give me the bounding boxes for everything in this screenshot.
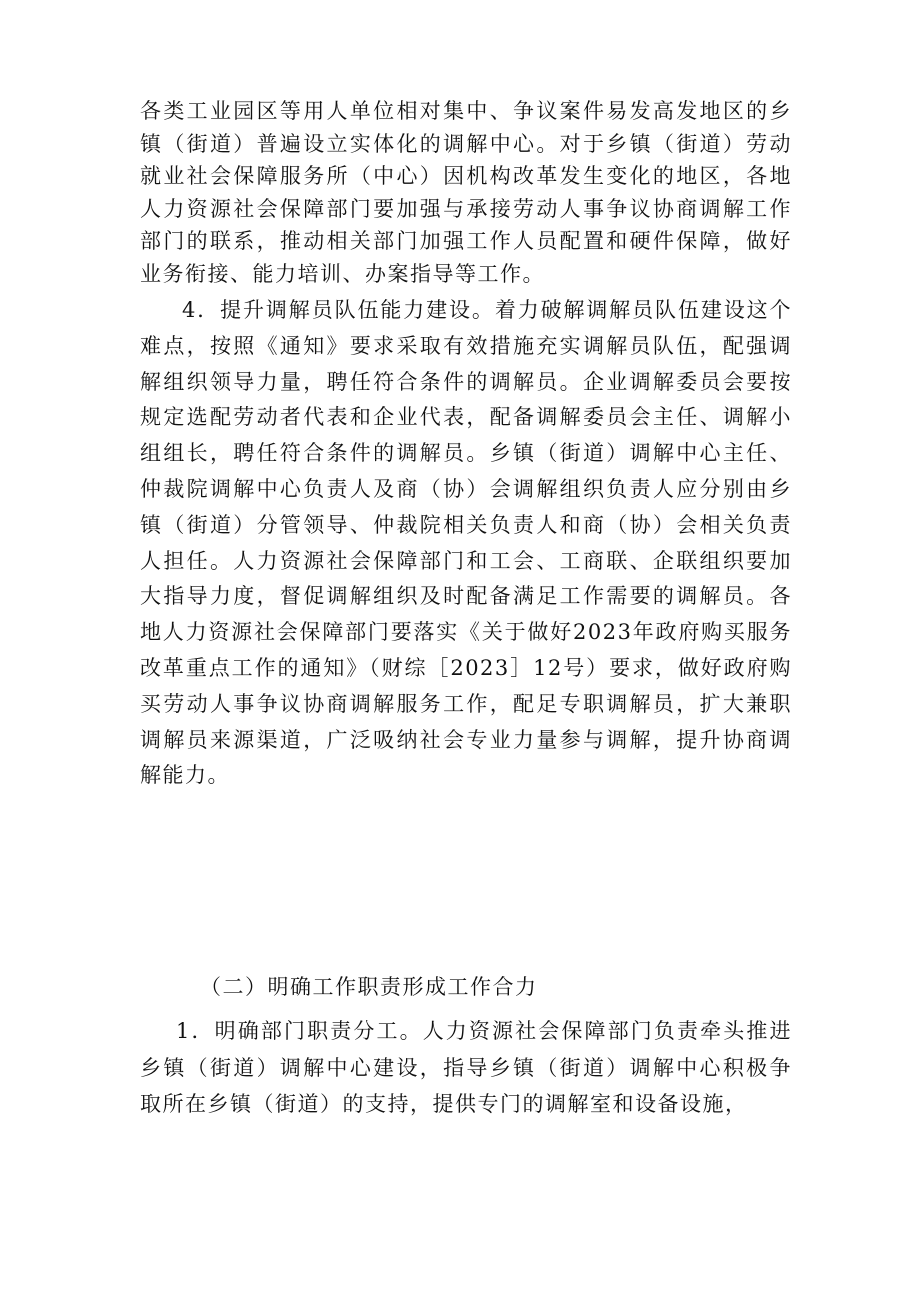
body-paragraph-continued: 各类工业园区等用人单位相对集中、争议案件易发高发地区的乡镇（街道）普遍设立实体化的调解中心。对于乡镇（街道）劳动就业社会保障服务所（中心）因机构改革发生变化的地区，各地人力资源社会保障部门要加强与承接劳动人事争议协商调解工作部门的联系，推动相关部门加强工作人员配置和硬件保障，做好业务衔接、能力培训、办案指导等工作。 bbox=[140, 99, 792, 286]
section-heading: （二）明确工作职责形成工作合力 bbox=[200, 975, 538, 999]
body-paragraph-mediator-capacity: 4．提升调解员队伍能力建设。着力破解调解员队伍建设这个难点，按照《通知》要求采取有效措施充实调解员队伍，配强调解组织领导力量，聘任符合条件的调解员。企业调解委员会要按规定选配劳动者代表和企业代表，配备调解委员会主任、调解小组组长，聘任符合条件的调解员。乡镇（街道）调解中心主任、仲裁院调解中心负责人及商（协）会调解组织负责人应分别由乡镇（街道）分管领导、仲裁院相关负责人和商（协）会相关负责人担任。人力资源社会保障部门和工会、工商联、企联组织要加大指导力度，督促调解组织及时配备满足工作需要的调解员。各地人力资源社会保障部门要落实《关于做好2023年政府购买服务改革重点工作的通知》（财综［2023］12号）要求，做好政府购买劳动人事争议协商调解服务工作，配足专职调解员，扩大兼职调解员来源渠道，广泛吸纳社会专业力量参与调解，提升协商调解能力。 bbox=[140, 298, 792, 788]
body-paragraph-responsibilities: 1．明确部门职责分工。人力资源社会保障部门负责牵头推进乡镇（街道）调解中心建设，指导乡镇（街道）调解中心积极争取所在乡镇（街道）的支持，提供专门的调解室和设备设施， bbox=[140, 1019, 792, 1116]
